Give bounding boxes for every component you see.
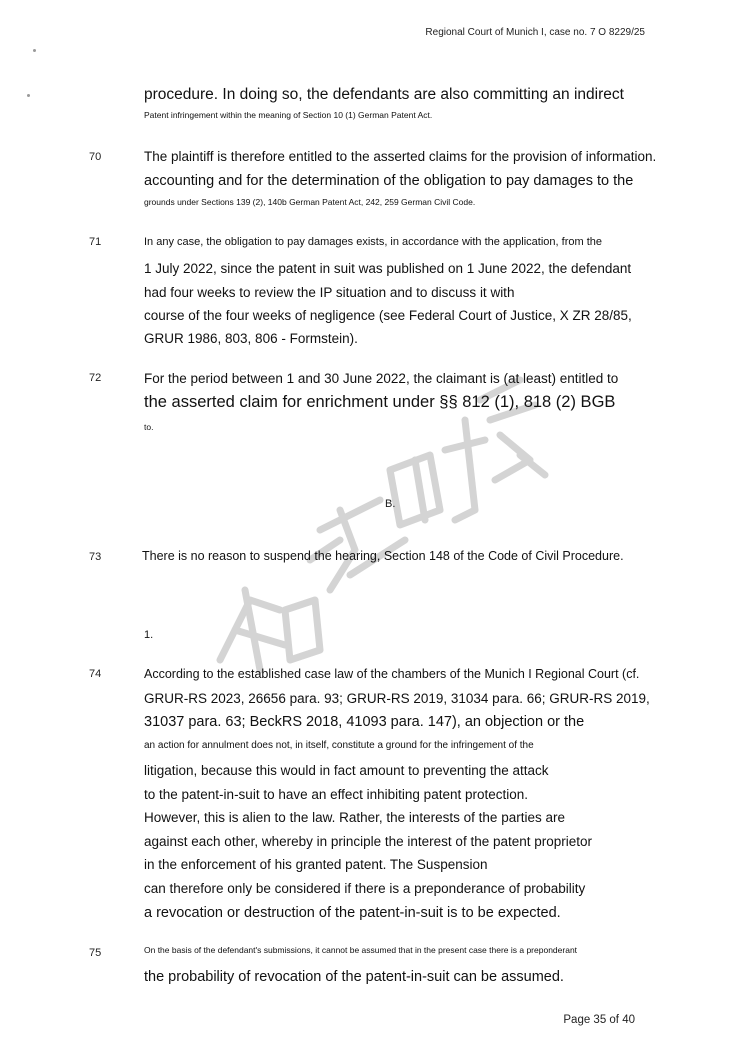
text-line: 1 July 2022, since the patent in suit was published on 1 June 2022, the defendant	[144, 261, 632, 276]
text-line: grounds under Sections 139 (2), 140b German Patent Act, 242, 259 German Civil Code.	[144, 197, 476, 207]
text-line: The plaintiff is therefore entitled to the asserted claims for the provision of information.	[144, 149, 657, 164]
text-line: In any case, the obligation to pay damages exists, in accordance with the application, from the	[144, 236, 602, 248]
text-line: to.	[144, 422, 154, 432]
text-line: However, this is alien to the law. Rather, the interests of the parties are	[144, 810, 565, 825]
text-line: According to the established case law of the chambers of the Munich I Regional Court (cf.	[144, 667, 640, 681]
text-line: had four weeks to review the IP situation and to discuss it with	[144, 285, 515, 300]
page-header: Regional Court of Munich I, case no. 7 O 8229/25	[425, 27, 645, 38]
text-line: Patent infringement within the meaning of Section 10 (1) German Patent Act.	[144, 110, 433, 120]
text-line: procedure. In doing so, the defendants are also committing an indirect	[144, 86, 624, 103]
paragraph-number: 72	[89, 372, 102, 384]
text-line: an action for annulment does not, in itself, constitute a ground for the infringement of the	[144, 740, 534, 751]
paragraph-number: 70	[89, 151, 102, 163]
text-line: a revocation or destruction of the patent-in-suit is to be expected.	[144, 905, 561, 921]
text-line: course of the four weeks of negligence (see Federal Court of Justice, X ZR 28/85,	[144, 308, 632, 323]
text-line: can therefore only be considered if there is a preponderance of probability	[144, 881, 586, 896]
paragraph-number: 73	[89, 551, 102, 563]
scan-speck	[33, 49, 36, 52]
paragraph-number: 74	[89, 668, 102, 680]
text-line: For the period between 1 and 30 June 2022, the claimant is (at least) entitled to	[144, 371, 619, 386]
text-line: against each other, whereby in principle the interest of the patent proprietor	[144, 834, 593, 849]
paragraph-number: 75	[89, 947, 102, 959]
text-line: in the enforcement of his granted patent. The Suspension	[144, 857, 488, 872]
subsection-heading: 1.	[144, 629, 154, 641]
text-line: accounting and for the determination of the obligation to pay damages to the	[144, 173, 634, 189]
text-line: GRUR-RS 2023, 26656 para. 93; GRUR-RS 2019, 31034 para. 66; GRUR-RS 2019,	[144, 691, 650, 706]
text-line: There is no reason to suspend the hearing, Section 148 of the Code of Civil Procedure.	[142, 549, 624, 563]
page-number: Page 35 of 40	[563, 1014, 635, 1026]
scan-speck	[27, 94, 30, 97]
text-line: GRUR 1986, 803, 806 - Formstein).	[144, 331, 358, 346]
paragraph-number: 71	[89, 236, 102, 248]
text-line: the probability of revocation of the patent-in-suit can be assumed.	[144, 969, 564, 985]
text-line: On the basis of the defendant's submissions, it cannot be assumed that in the present case there is a preponderant	[144, 945, 578, 955]
text-line: the asserted claim for enrichment under §§ 812 (1), 818 (2) BGB	[144, 393, 616, 411]
section-heading: B.	[385, 498, 396, 510]
text-line: to the patent-in-suit to have an effect inhibiting patent protection.	[144, 787, 529, 802]
text-line: 31037 para. 63; BeckRS 2018, 41093 para. 147), an objection or the	[144, 714, 585, 730]
text-line: litigation, because this would in fact amount to preventing the attack	[144, 763, 549, 778]
